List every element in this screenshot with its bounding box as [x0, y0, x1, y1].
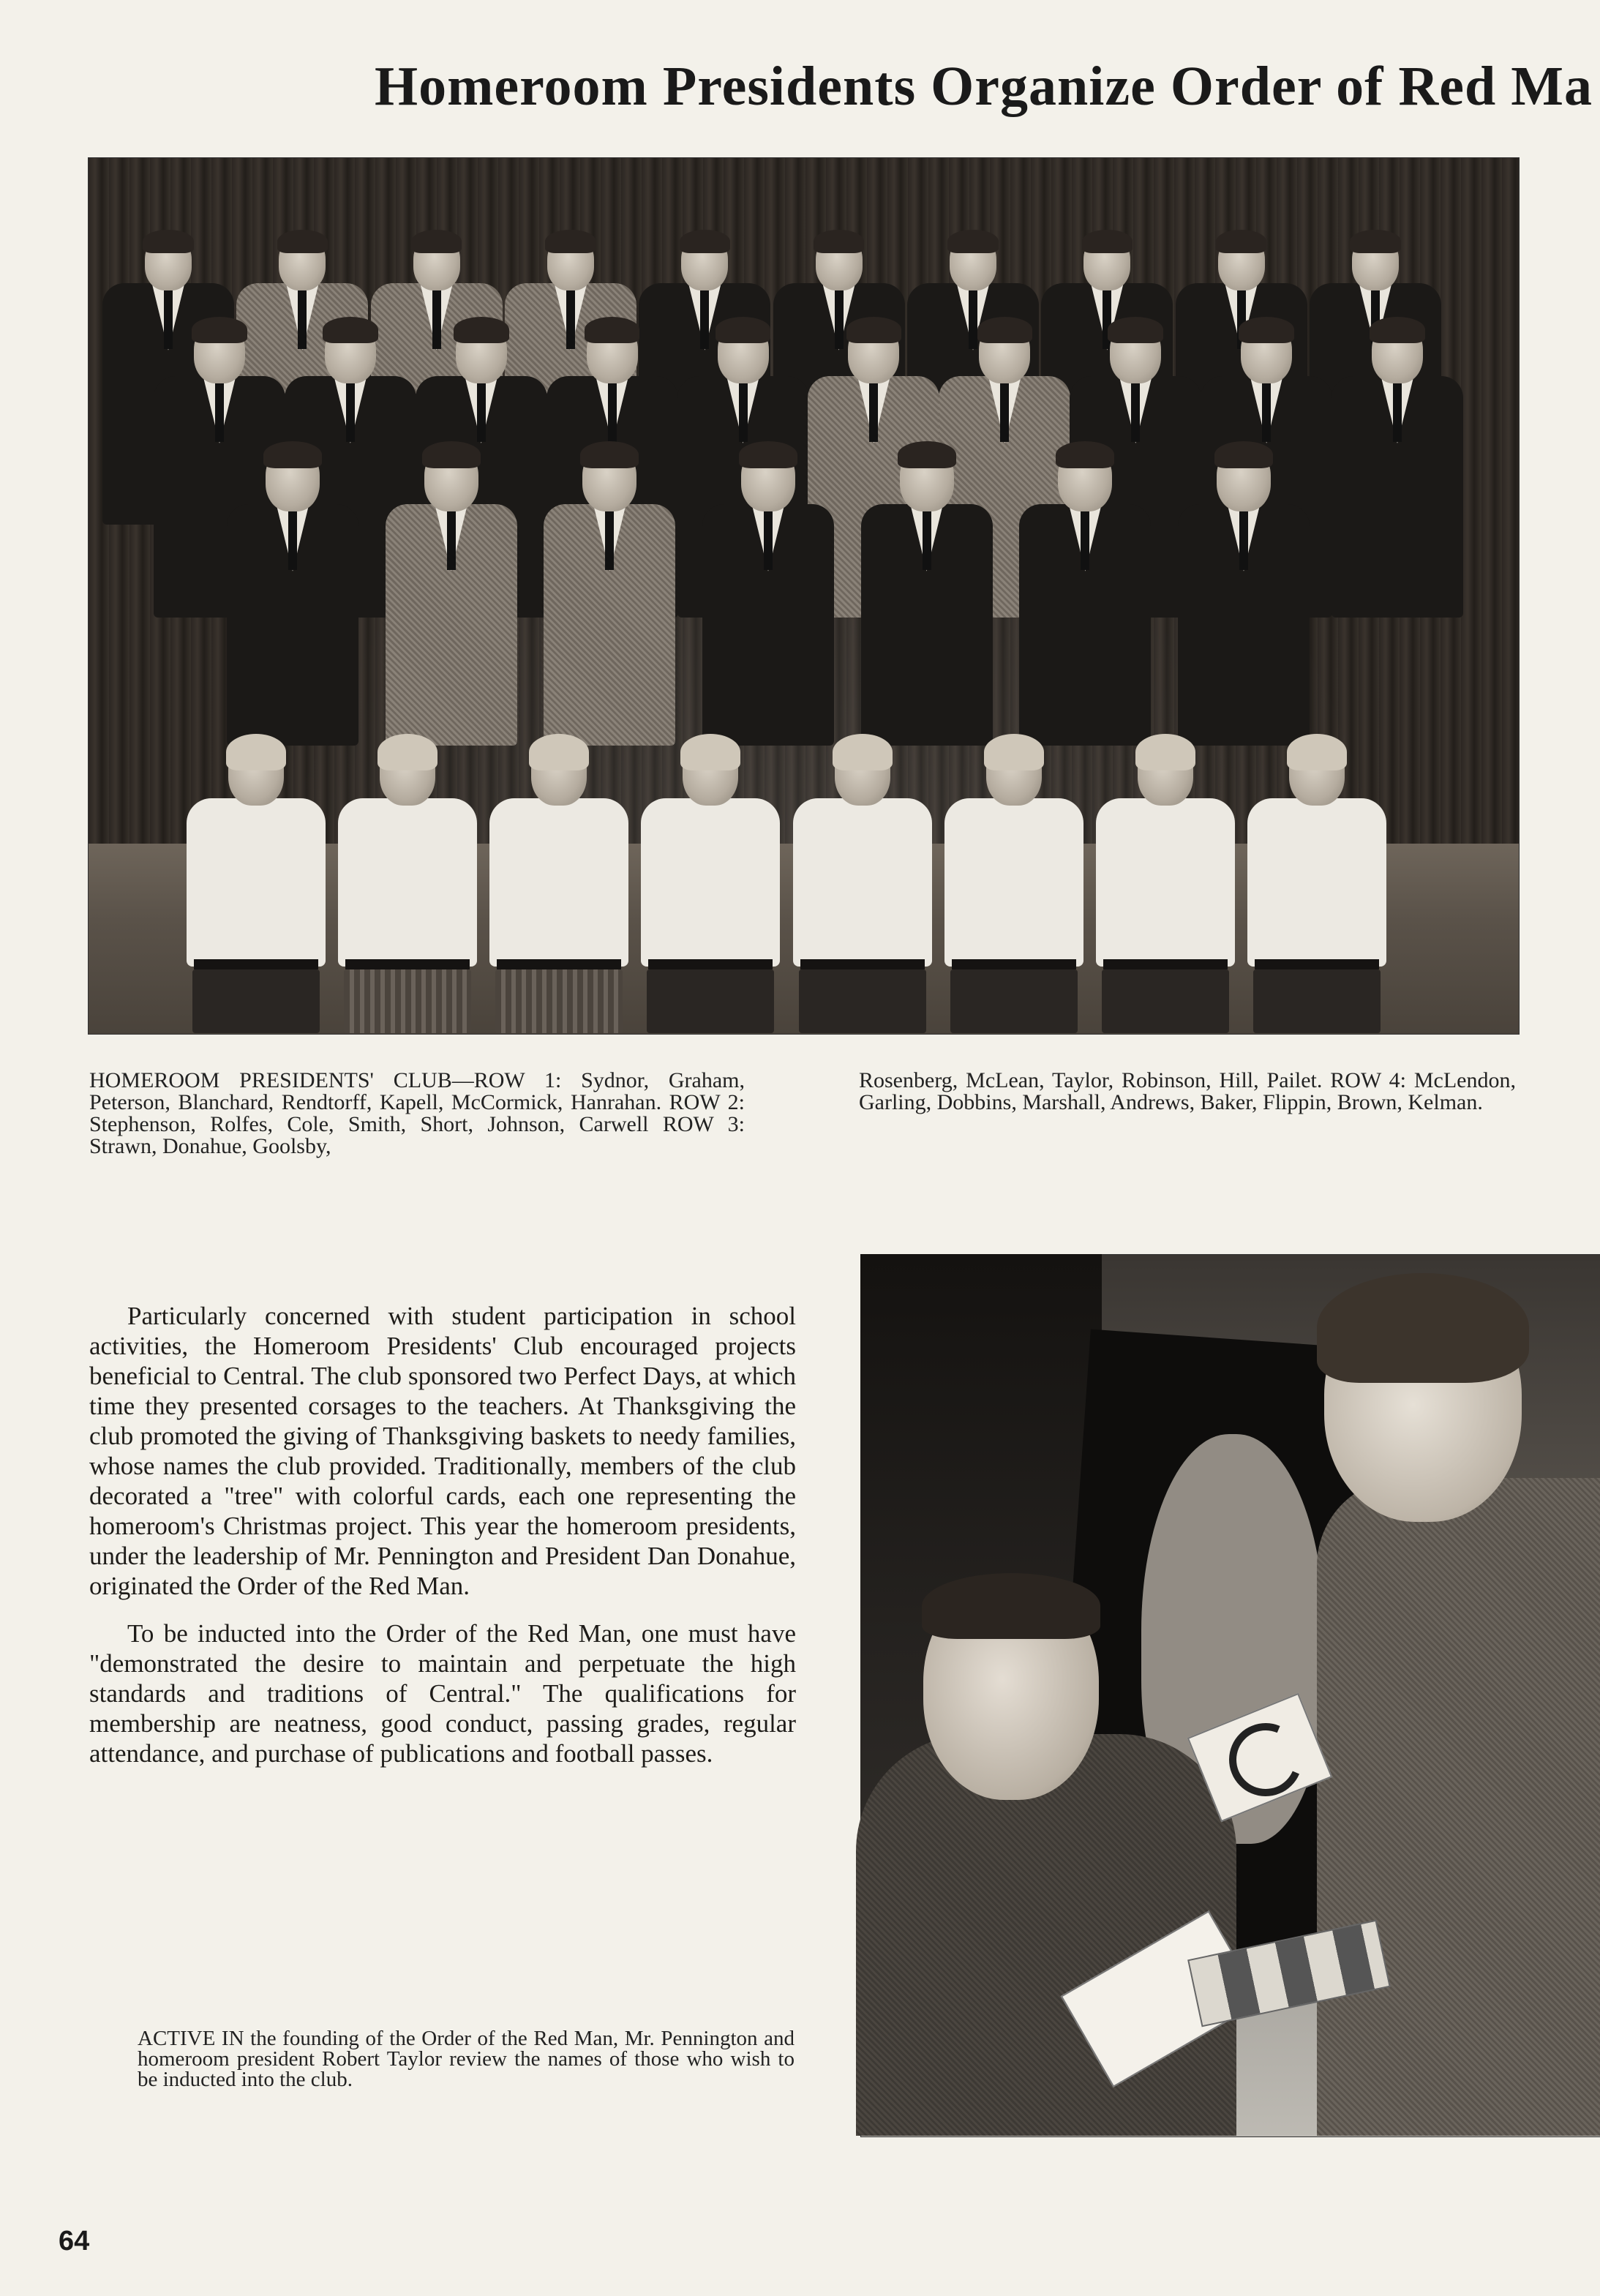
group-member-head [456, 322, 507, 383]
necktie [1131, 383, 1140, 442]
hair [580, 441, 639, 468]
photo-caption: ACTIVE IN the founding of the Order of the Red Man, Mr. Pennington and homeroom president Robert Taylor review the names of those who wish to be inducted into the club. [138, 2027, 795, 2091]
article-body [89, 1301, 796, 1786]
group-member-clothing [1247, 798, 1386, 967]
group-member-head [547, 234, 594, 290]
article-paragraph-2: To be inducted into the Order of the Red Man, one must have "demonstrated the desire to maintain and perpetuate the high standards and traditions of Central." The qualifications for membership are neatness, good conduct, passing grades, regular attendance, and purchase of publications and football passes. [89, 1619, 796, 1768]
group-member-clothing [641, 798, 780, 967]
group-member-head [1217, 446, 1271, 511]
belt [345, 959, 470, 969]
group-member-clothing [338, 798, 477, 967]
group-member-head [986, 739, 1042, 806]
hair [454, 317, 509, 342]
necktie [764, 511, 773, 570]
hair [716, 317, 771, 342]
belt [194, 959, 318, 969]
necktie [835, 290, 844, 349]
student-figure [1317, 1478, 1600, 2136]
hair [1350, 230, 1400, 253]
hair [1239, 317, 1294, 342]
necktie [923, 511, 931, 570]
group-member-head [582, 446, 636, 511]
hair [323, 317, 378, 342]
group-member-head [145, 234, 192, 290]
group-member-clothing [793, 798, 932, 967]
hair [833, 734, 893, 770]
group-member-head [979, 322, 1030, 383]
group-member-head [835, 739, 890, 806]
group-member-head [1352, 234, 1399, 290]
hair [1216, 230, 1266, 253]
skirt [647, 969, 774, 1033]
skirt [1253, 969, 1381, 1033]
group-member-clothing [489, 798, 628, 967]
group-member-head [1138, 739, 1193, 806]
necktie [477, 383, 486, 442]
hair [277, 230, 328, 253]
necktie [215, 383, 224, 442]
skirt [799, 969, 926, 1033]
hair [1287, 734, 1347, 770]
group-member-head [1372, 322, 1423, 383]
group-member-head [681, 234, 728, 290]
group-member-head [1083, 234, 1130, 290]
group-member-head [424, 446, 478, 511]
group-member-head [1058, 446, 1112, 511]
teacher-hair [922, 1573, 1100, 1639]
group-member-head [683, 739, 738, 806]
necktie [1239, 511, 1248, 570]
hair [226, 734, 286, 770]
skirt [495, 969, 623, 1033]
hair [947, 230, 998, 253]
group-member-head [1289, 739, 1345, 806]
necktie [288, 511, 297, 570]
skirt [192, 969, 320, 1033]
group-member-head [266, 446, 320, 511]
hair [898, 441, 956, 468]
group-member-head [194, 322, 245, 383]
group-member-head [279, 234, 326, 290]
group-member-clothing [944, 798, 1083, 967]
group-member-head [1110, 322, 1161, 383]
necktie [432, 290, 441, 349]
group-member-head [900, 446, 954, 511]
belt [648, 959, 773, 969]
hair [1082, 230, 1133, 253]
student-hair [1317, 1273, 1529, 1383]
hair [1370, 317, 1425, 342]
group-member-head [1241, 322, 1292, 383]
necktie [1262, 383, 1271, 442]
page-title: Homeroom Presidents Organize Order of Red Ma [375, 56, 1593, 117]
hair [411, 230, 462, 253]
necktie [869, 383, 878, 442]
group-member-head [741, 446, 795, 511]
hair [545, 230, 596, 253]
group-member-head [718, 322, 769, 383]
group-member-head [848, 322, 899, 383]
necktie [969, 290, 977, 349]
necktie [346, 383, 355, 442]
group-photo-caption-right: Rosenberg, McLean, Taylor, Robinson, Hill, Pailet. ROW 4: McLendon, Garling, Dobbins, Marshall, Andrews, Baker, Flippin, Brown, Kelman. [859, 1068, 1516, 1114]
page-number: 64 [59, 2226, 90, 2256]
necktie [164, 290, 173, 349]
group-member-head [1218, 234, 1265, 290]
necktie [608, 383, 617, 442]
necktie [566, 290, 575, 349]
hair [378, 734, 437, 770]
belt [952, 959, 1076, 969]
group-member-head [228, 739, 284, 806]
group-member-head [380, 739, 435, 806]
belt [1255, 959, 1379, 969]
necktie [447, 511, 456, 570]
hair [984, 734, 1044, 770]
article-paragraph-1: Particularly concerned with student participation in school activities, the Homeroom Presidents' Club encouraged projects beneficial to Central. The club sponsored two Perfect Days, at which time they presented corsages to the teachers. At Thanksgiving the club promoted the giving of Thanksgiving baskets to needy families, whose names the club provided. Traditionally, members of the club decorated a "tree" with colorful cards, each one representing the homeroom's Christmas project. This year the homeroom presidents, under the leadership of Mr. Pennington and President Dan Donahue, originated the Order of the Red Man. [89, 1302, 796, 1600]
hair [1056, 441, 1114, 468]
necktie [700, 290, 709, 349]
hair [814, 230, 864, 253]
group-member-head [816, 234, 863, 290]
hair [739, 441, 797, 468]
hair [1108, 317, 1163, 342]
hair [680, 734, 740, 770]
skirt [344, 969, 471, 1033]
group-member-clothing [1096, 798, 1235, 967]
hair [529, 734, 589, 770]
hair [977, 317, 1033, 342]
hair [680, 230, 730, 253]
hair [1214, 441, 1273, 468]
necktie [1081, 511, 1089, 570]
skirt [950, 969, 1078, 1033]
necktie [1000, 383, 1009, 442]
necktie [605, 511, 614, 570]
necktie [298, 290, 307, 349]
hair [1135, 734, 1195, 770]
hair [422, 441, 481, 468]
skirt [1102, 969, 1229, 1033]
belt [497, 959, 621, 969]
group-member-head [531, 739, 587, 806]
group-member-head [950, 234, 996, 290]
group-member-head [413, 234, 460, 290]
belt [800, 959, 925, 969]
necktie [739, 383, 748, 442]
group-member-clothing [187, 798, 326, 967]
hair [263, 441, 322, 468]
belt [1103, 959, 1228, 969]
hair [585, 317, 640, 342]
hair [192, 317, 247, 342]
hair [143, 230, 193, 253]
group-member-head [587, 322, 638, 383]
group-member-head [325, 322, 376, 383]
hair [846, 317, 902, 342]
necktie [1393, 383, 1402, 442]
group-photo-caption-left: HOMEROOM PRESIDENTS' CLUB—ROW 1: Sydnor, Graham, Peterson, Blanchard, Rendtorff, Kapell, McCormick, Hanrahan. ROW 2: Stephenson, Rolfes, Cole, Smith, Short, Johnson, Carwell ROW 3: Strawn, Donahue, Goolsby, [89, 1068, 745, 1158]
